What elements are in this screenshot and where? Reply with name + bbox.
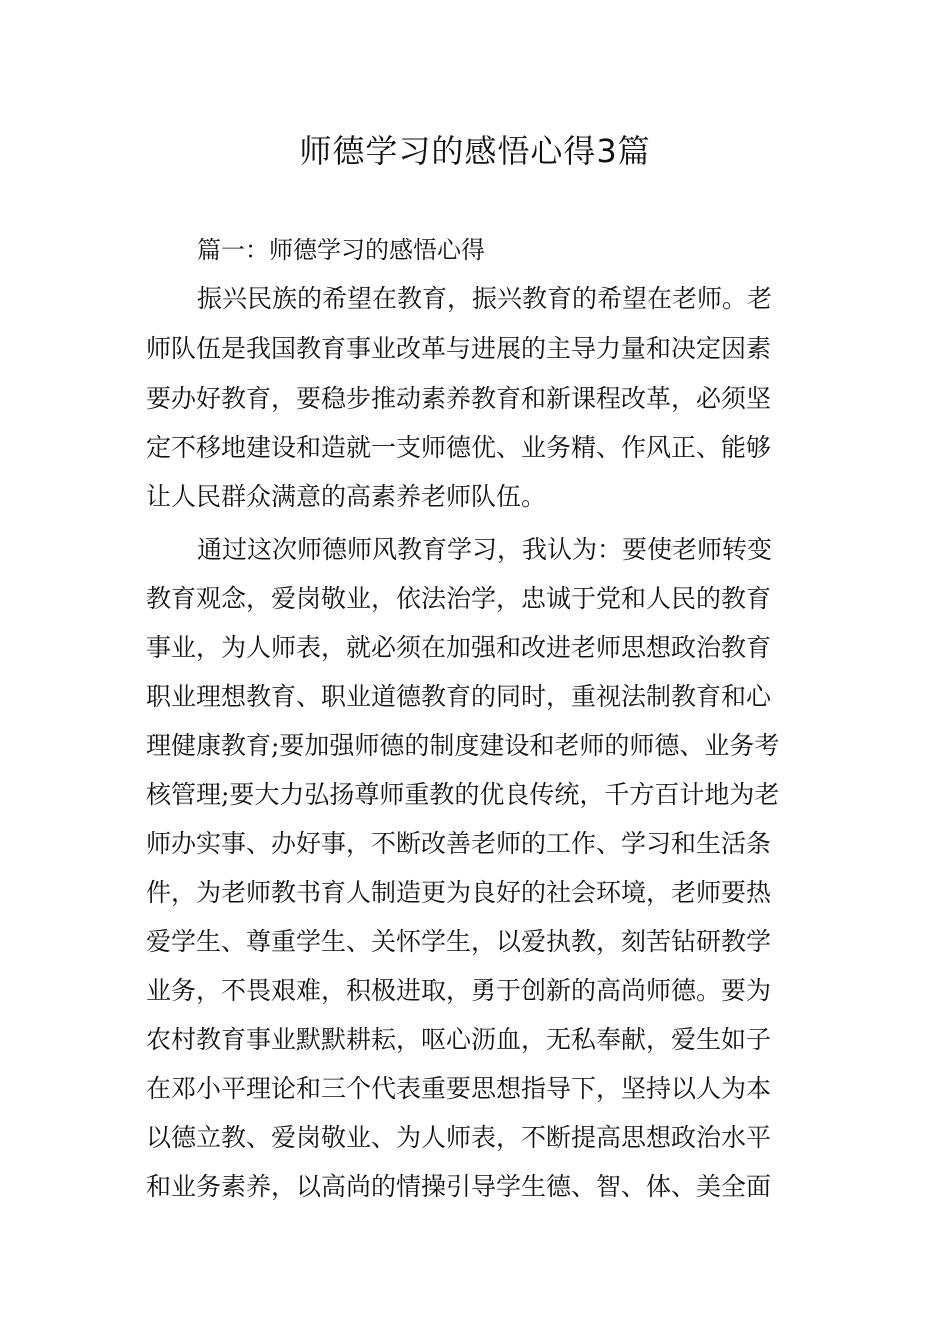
paragraph-line: 农村教育事业默默耕耘，呕心沥血，无私奉献，爱生如子 [146, 1025, 772, 1054]
paragraph-line: 核管理;要大力弘扬尊师重教的优良传统，千方百计地为老 [146, 780, 780, 809]
paragraph-line: 要办好教育，要稳步推动素养教育和新课程改革，必须坚 [146, 384, 772, 413]
document-title: 师德学习的感悟心得3篇 [299, 132, 651, 170]
paragraph-line: 职业理想教育、职业道德教育的同时，重视法制教育和心 [146, 682, 772, 711]
paragraph-line: 让人民群众满意的高素养老师队伍。 [146, 482, 547, 511]
paragraph-line: 教育观念，爱岗敬业，依法治学，忠诚于党和人民的教育 [146, 584, 772, 613]
paragraph-line: 师队伍是我国教育事业改革与进展的主导力量和决定因素 [146, 334, 772, 363]
section-heading: 篇一：师德学习的感悟心得 [197, 236, 485, 264]
paragraph-line: 爱学生、尊重学生、关怀学生，以爱执教，刻苦钻研教学 [146, 927, 772, 956]
paragraph-line: 业务，不畏艰难，积极进取，勇于创新的高尚师德。要为 [146, 976, 772, 1005]
paragraph-line: 定不移地建设和造就一支师德优、业务精、作风正、能够 [146, 433, 772, 462]
paragraph-line: 师办实事、办好事，不断改善老师的工作、学习和生活条 [146, 829, 772, 858]
paragraph-line: 和业务素养，以高尚的情操引导学生德、智、体、美全面 [146, 1172, 772, 1201]
paragraph-line: 通过这次师德师风教育学习，我认为：要使老师转变 [197, 535, 773, 564]
paragraph-line: 件，为老师教书育人制造更为良好的社会环境，老师要热 [146, 878, 772, 907]
paragraph-line: 以德立教、爱岗敬业、为人师表，不断提高思想政治水平 [146, 1123, 772, 1152]
paragraph-line: 事业，为人师表，就必须在加强和改进老师思想政治教育 [146, 633, 772, 662]
paragraph-line: 振兴民族的希望在教育，振兴教育的希望在老师。老 [197, 284, 773, 313]
paragraph-line: 理健康教育;要加强师德的制度建设和老师的师德、业务考 [146, 731, 780, 760]
paragraph-line: 在邓小平理论和三个代表重要思想指导下，坚持以人为本 [146, 1074, 772, 1103]
